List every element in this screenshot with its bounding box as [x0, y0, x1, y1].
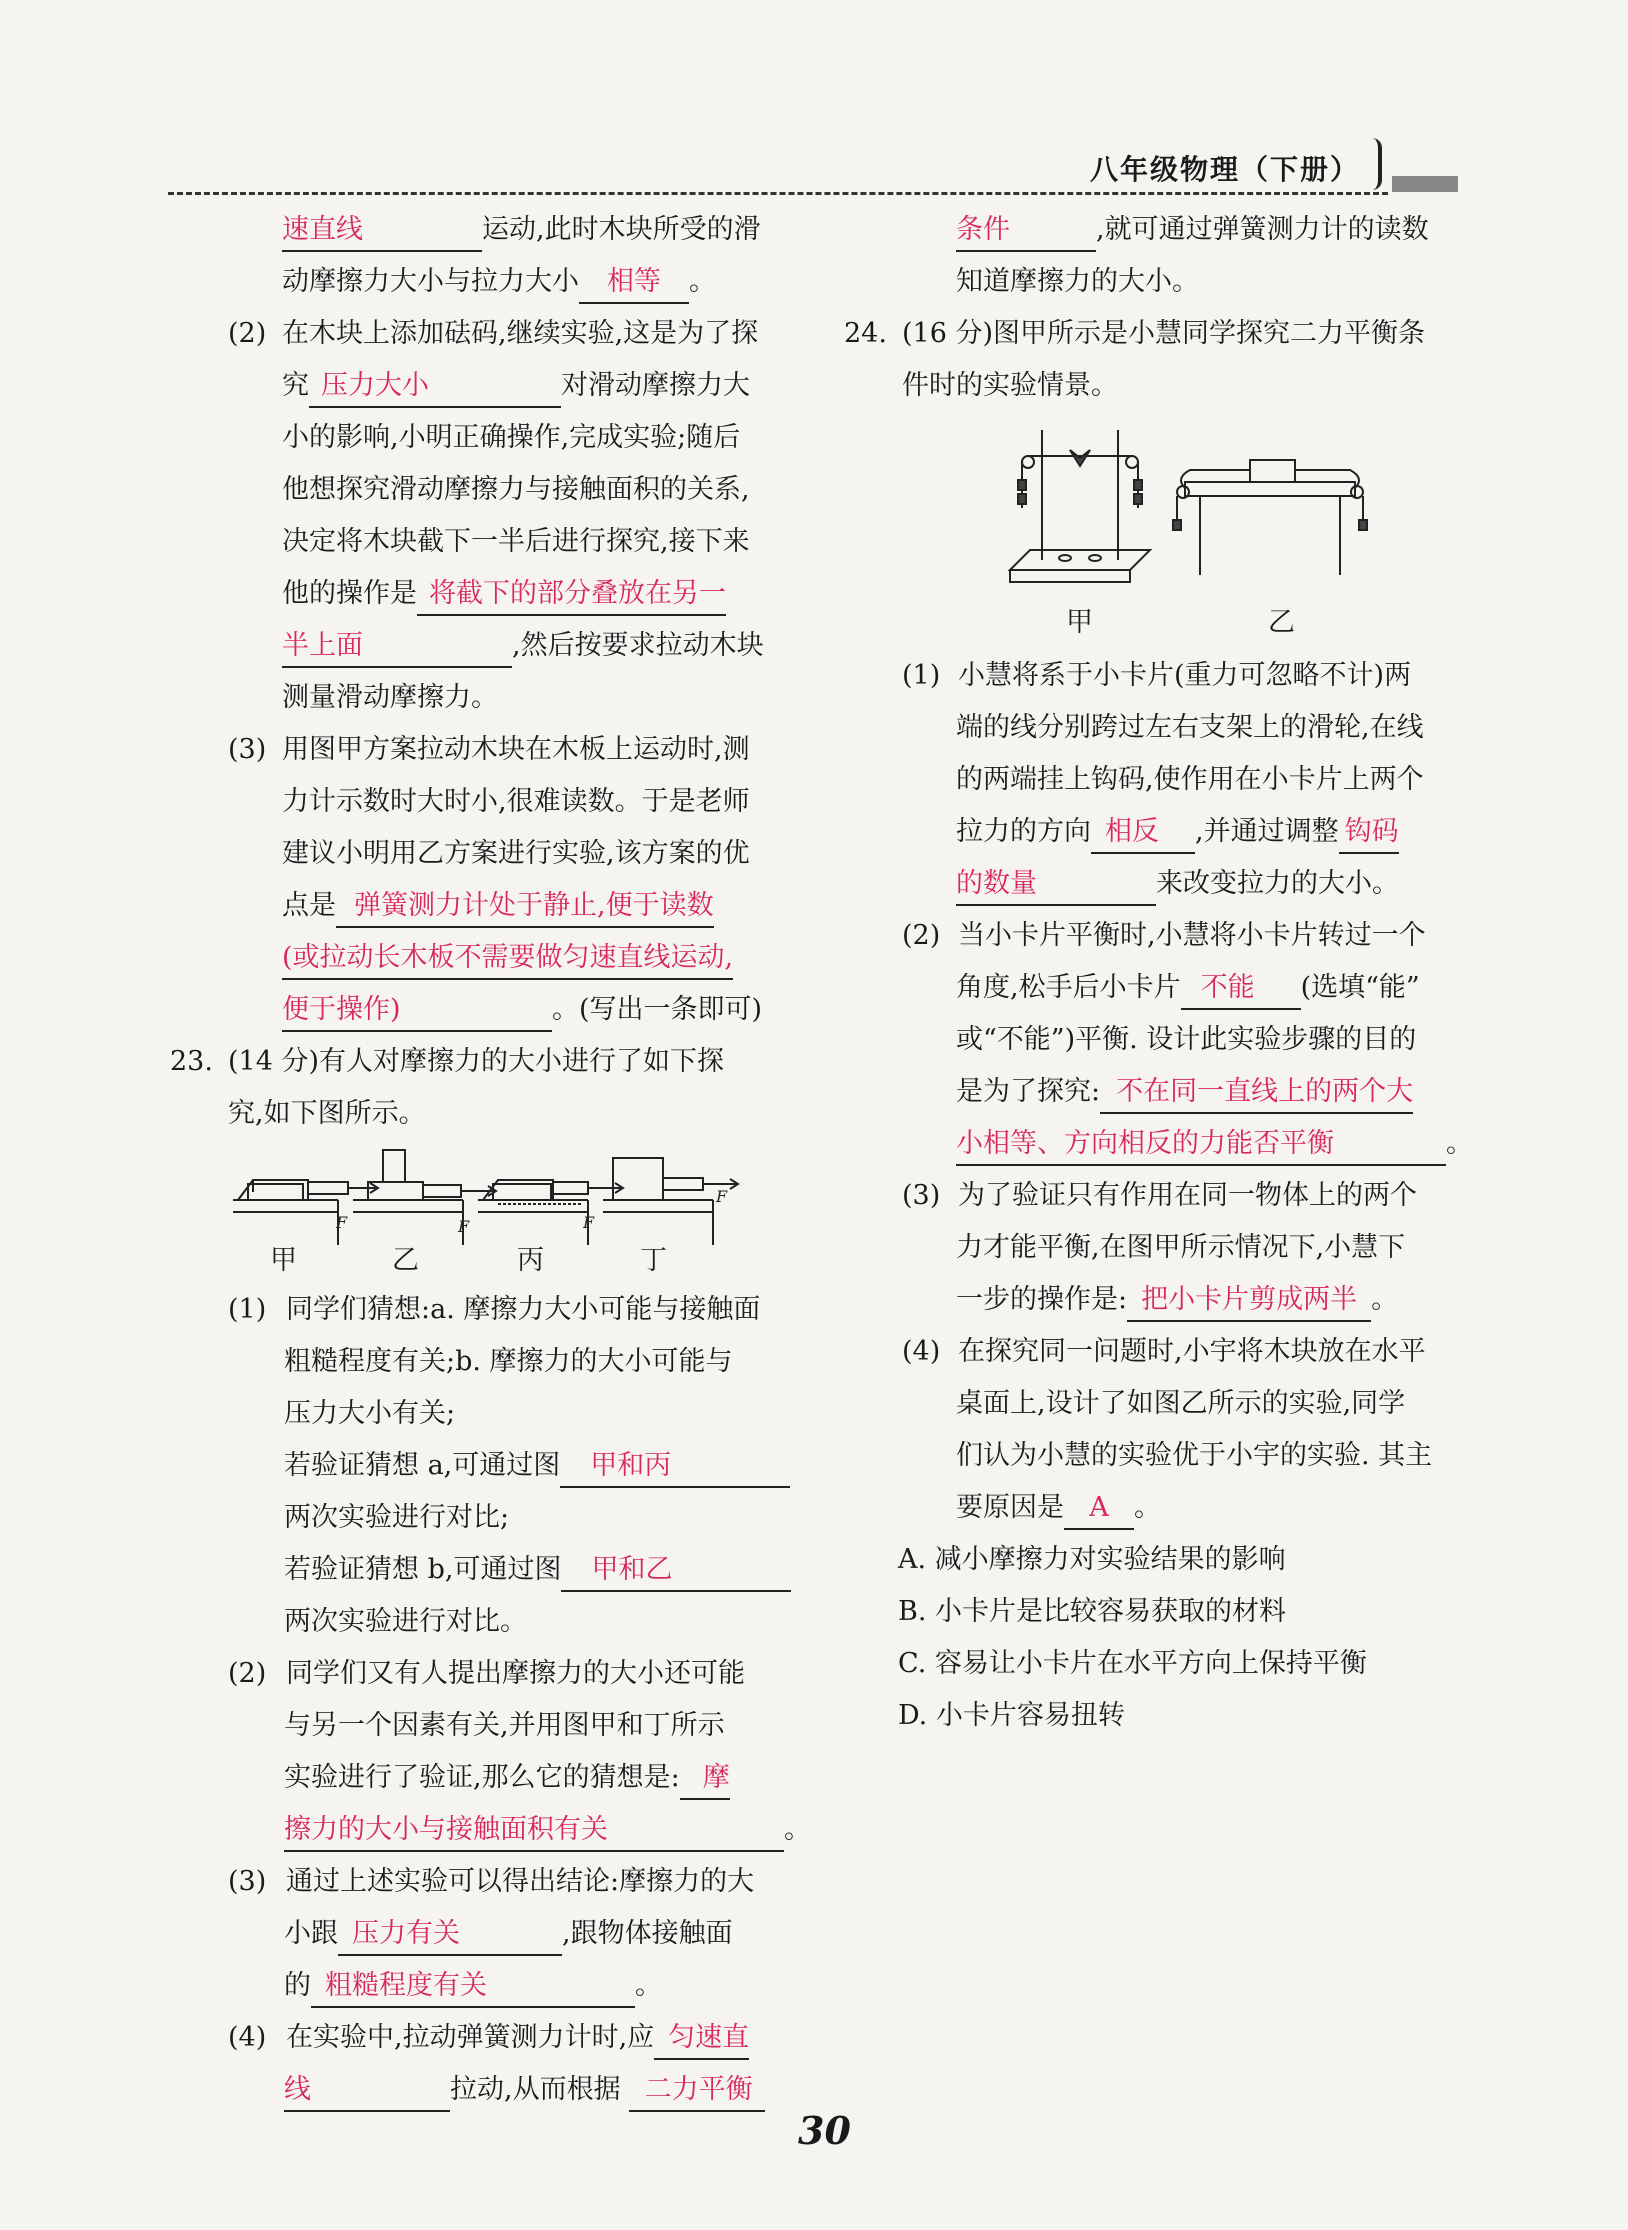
- text: (16 分)图甲所示是小慧同学探究二力平衡条: [902, 318, 1426, 349]
- answer-blank: 不能: [1181, 968, 1301, 1010]
- force-label: F: [336, 1213, 348, 1232]
- question-23-3: [228, 1856, 828, 1908]
- line: [902, 858, 1472, 910]
- part-label: (3): [228, 1866, 267, 1897]
- text: 要原因是: [956, 1492, 1064, 1523]
- text: 一步的操作是:: [956, 1284, 1128, 1315]
- right-column-lower: [898, 650, 1473, 1742]
- left-column: [170, 204, 828, 1140]
- answer-blank: 线: [284, 2070, 450, 2112]
- text: 若验证猜想 b,可通过图: [284, 1554, 562, 1585]
- option-a: A. 减小摩擦力对实验结果的影响: [898, 1544, 1286, 1575]
- part-label: (2): [228, 318, 267, 349]
- text: 拉动,从而根据: [450, 2074, 621, 2105]
- answer-blank: 不在同一直线上的两个大: [1100, 1072, 1413, 1114]
- question-24-3: [902, 1170, 1472, 1222]
- part-label: (4): [228, 2022, 267, 2053]
- text: 运动,此时木块所受的滑: [482, 214, 761, 245]
- line: [228, 1440, 828, 1492]
- text: 来改变拉力的大小。: [1156, 868, 1399, 899]
- question-23-2: [228, 1648, 828, 1700]
- figure-caption-jia: 甲: [270, 1245, 297, 1276]
- text: 究: [282, 370, 309, 401]
- answer-blank: 相反: [1091, 812, 1195, 854]
- text: (选填“能”: [1300, 972, 1420, 1003]
- balance-experiment-figure: [1000, 420, 1380, 600]
- answer-blank: 甲和乙: [561, 1550, 791, 1592]
- answer-blank: 弹簧测力计处于静止,便于读数: [336, 886, 714, 928]
- answer-blank: (或拉动长木板不需要做匀速直线运动,: [282, 938, 733, 980]
- text: 。: [784, 1814, 811, 1845]
- figure-caption-yi: 乙: [1268, 607, 1295, 638]
- text: 点是: [282, 890, 336, 921]
- question-22-3: [228, 724, 828, 776]
- answer-blank: 摩: [680, 1758, 730, 1800]
- continued-line: [228, 256, 828, 308]
- text: ,跟物体接触面: [562, 1918, 733, 1949]
- answer-blank: 甲和丙: [560, 1446, 790, 1488]
- answer-blank: 小相等、方向相反的力能否平衡: [956, 1124, 1446, 1166]
- text: 小跟: [284, 1918, 338, 1949]
- text: 同学们猜想:a. 摩擦力大小可能与接触面: [286, 1294, 761, 1325]
- line: 小的影响,小明正确操作,完成实验;随后: [282, 422, 741, 453]
- figure-caption-yi: 乙: [392, 1245, 419, 1276]
- right-column: [844, 204, 1472, 412]
- question-24-2: [902, 910, 1472, 962]
- text: ,并通过调整: [1195, 816, 1339, 847]
- figure-bing: [478, 1180, 623, 1245]
- text: 同学们又有人提出摩擦力的大小还可能: [286, 1658, 745, 1689]
- line: [228, 360, 828, 412]
- continued-line: 知道摩擦力的大小。: [956, 266, 1199, 297]
- friction-experiment-figure: [228, 1140, 748, 1250]
- text: 动摩擦力大小与拉力大小: [282, 266, 579, 297]
- answer-blank: 把小卡片剪成两半: [1127, 1280, 1371, 1322]
- answer-blank: 匀速直: [654, 2018, 749, 2060]
- question-23-4: [228, 2012, 828, 2064]
- text: 在探究同一问题时,小宇将木块放在水平: [958, 1336, 1426, 1367]
- line: [902, 1118, 1472, 1170]
- text: 若验证猜想 a,可通过图: [284, 1450, 561, 1481]
- line: [902, 1066, 1472, 1118]
- part-label: (2): [228, 1658, 267, 1689]
- line: 与另一个因素有关,并用图甲和丁所示: [284, 1710, 725, 1741]
- line: [228, 1960, 828, 2012]
- line: 决定将木块截下一半后进行探究,接下来: [282, 526, 750, 557]
- part-label: (1): [902, 660, 941, 691]
- text: 。: [1134, 1492, 1161, 1523]
- line: 们认为小慧的实验优于小宇的实验. 其主: [956, 1440, 1433, 1471]
- text: 小慧将系于小卡片(重力可忽略不计)两: [958, 660, 1412, 691]
- line: 粗糙程度有关;b. 摩擦力的大小可能与: [284, 1346, 733, 1377]
- text: 。(写出一条即可): [552, 994, 763, 1025]
- line: [228, 568, 828, 620]
- line: [228, 880, 828, 932]
- continued-line: [902, 204, 1472, 256]
- text: 。: [689, 266, 716, 297]
- answer-blank: 压力大小: [309, 366, 561, 408]
- left-column-lower: [228, 1284, 828, 2116]
- line: [228, 1804, 828, 1856]
- figure-yi-table: [1173, 460, 1367, 575]
- figure-jia-apparatus: [1010, 430, 1150, 582]
- line: [902, 806, 1472, 858]
- text: 。: [1371, 1284, 1399, 1315]
- text: 通过上述实验可以得出结论:摩擦力的大: [286, 1866, 755, 1897]
- question-number: 24.: [844, 318, 887, 349]
- header-divider: [168, 192, 1388, 195]
- line: 压力大小有关;: [284, 1398, 456, 1429]
- part-label: (3): [228, 734, 267, 765]
- line: [228, 1908, 828, 1960]
- line: 桌面上,设计了如图乙所示的实验,同学: [956, 1388, 1406, 1419]
- header-bar: [1392, 176, 1458, 192]
- text: 用图甲方案拉动木块在木板上运动时,测: [282, 734, 750, 765]
- answer-blank: 速直线: [282, 210, 482, 252]
- part-label: (4): [902, 1336, 941, 1367]
- force-label: F: [583, 1213, 595, 1232]
- answer-blank: 便于操作): [282, 990, 552, 1032]
- line: 测量滑动摩擦力。: [282, 682, 498, 713]
- line: 两次实验进行对比。: [284, 1606, 527, 1637]
- line: 端的线分别跨过左右支架上的滑轮,在线: [956, 712, 1424, 743]
- line: 力计示数时大时小,很难读数。于是老师: [282, 786, 750, 817]
- text: 角度,松手后小卡片: [956, 972, 1181, 1003]
- line: 的两端挂上钩码,使作用在小卡片上两个: [956, 764, 1424, 795]
- line: 力才能平衡,在图甲所示情况下,小慧下: [956, 1232, 1406, 1263]
- figure-caption-ding: 丁: [640, 1245, 667, 1276]
- page-header: 八年级物理（下册）: [1090, 153, 1361, 186]
- text: 的: [284, 1970, 311, 2001]
- text: 当小卡片平衡时,小慧将小卡片转过一个: [958, 920, 1426, 951]
- header-bracket: [1372, 138, 1382, 190]
- force-label: F: [458, 1217, 470, 1236]
- answer-blank: A: [1064, 1488, 1134, 1530]
- answer-blank: 压力有关: [338, 1914, 562, 1956]
- figure-yi: [353, 1150, 496, 1245]
- question-number: 23.: [170, 1046, 213, 1077]
- answer-blank: 钩码: [1339, 812, 1399, 854]
- option-d: D. 小卡片容易扭转: [898, 1700, 1125, 1731]
- answer-blank: 将截下的部分叠放在另一: [417, 574, 726, 616]
- answer-blank: 半上面: [282, 626, 512, 668]
- option-c: C. 容易让小卡片在水平方向上保持平衡: [898, 1648, 1367, 1679]
- line: [228, 932, 828, 984]
- option-b: B. 小卡片是比较容易获取的材料: [898, 1596, 1287, 1627]
- question-22-2: [228, 308, 828, 360]
- line: 建议小明用乙方案进行实验,该方案的优: [282, 838, 750, 869]
- text: 为了验证只有作用在同一物体上的两个: [958, 1180, 1417, 1211]
- answer-blank: 相等: [579, 262, 689, 304]
- text: 实验进行了验证,那么它的猜想是:: [284, 1762, 680, 1793]
- text: 是为了探究:: [956, 1076, 1101, 1107]
- line: 究,如下图所示。: [228, 1098, 426, 1129]
- continued-line: [228, 204, 828, 256]
- text: ,然后按要求拉动木块: [512, 630, 764, 661]
- question-23: [170, 1036, 828, 1088]
- line: 件时的实验情景。: [902, 370, 1118, 401]
- part-label: (2): [902, 920, 941, 951]
- line: [228, 984, 828, 1036]
- text: 他的操作是: [282, 578, 417, 609]
- answer-blank: 二力平衡: [629, 2070, 765, 2112]
- force-label: F: [716, 1187, 728, 1206]
- question-24: [844, 308, 1472, 360]
- text: 。: [1446, 1128, 1473, 1159]
- answer-blank: 条件: [956, 210, 1096, 252]
- figure-caption-jia: 甲: [1066, 607, 1093, 638]
- line: [228, 2064, 828, 2116]
- text: 拉力的方向: [956, 816, 1091, 847]
- text: ,就可通过弹簧测力计的读数: [1096, 214, 1429, 245]
- line: [228, 1752, 828, 1804]
- line: [228, 1544, 828, 1596]
- answer-blank: 擦力的大小与接触面积有关: [284, 1810, 784, 1852]
- answer-blank: 的数量: [956, 864, 1156, 906]
- line: [902, 962, 1472, 1014]
- line: 两次实验进行对比;: [284, 1502, 510, 1533]
- text: 对滑动摩擦力大: [561, 370, 750, 401]
- page-number: 30: [798, 2108, 851, 2153]
- text: (14 分)有人对摩擦力的大小进行了如下探: [228, 1046, 725, 1077]
- text: 。: [635, 1970, 662, 2001]
- part-label: (1): [228, 1294, 267, 1325]
- line: [902, 1274, 1472, 1326]
- text: 在木块上添加砝码,继续实验,这是为了探: [282, 318, 759, 349]
- question-23-1: [228, 1284, 828, 1336]
- line: 他想探究滑动摩擦力与接触面积的关系,: [282, 474, 750, 505]
- figure-caption-bing: 丙: [517, 1245, 544, 1276]
- line: [228, 620, 828, 672]
- question-24-4: [902, 1326, 1472, 1378]
- answer-blank: 粗糙程度有关: [311, 1966, 635, 2008]
- line: [902, 1482, 1472, 1534]
- part-label: (3): [902, 1180, 941, 1211]
- text: 在实验中,拉动弹簧测力计时,应: [286, 2022, 655, 2053]
- line: 或“不能”)平衡. 设计此实验步骤的目的: [956, 1024, 1417, 1055]
- question-24-1: [902, 650, 1472, 702]
